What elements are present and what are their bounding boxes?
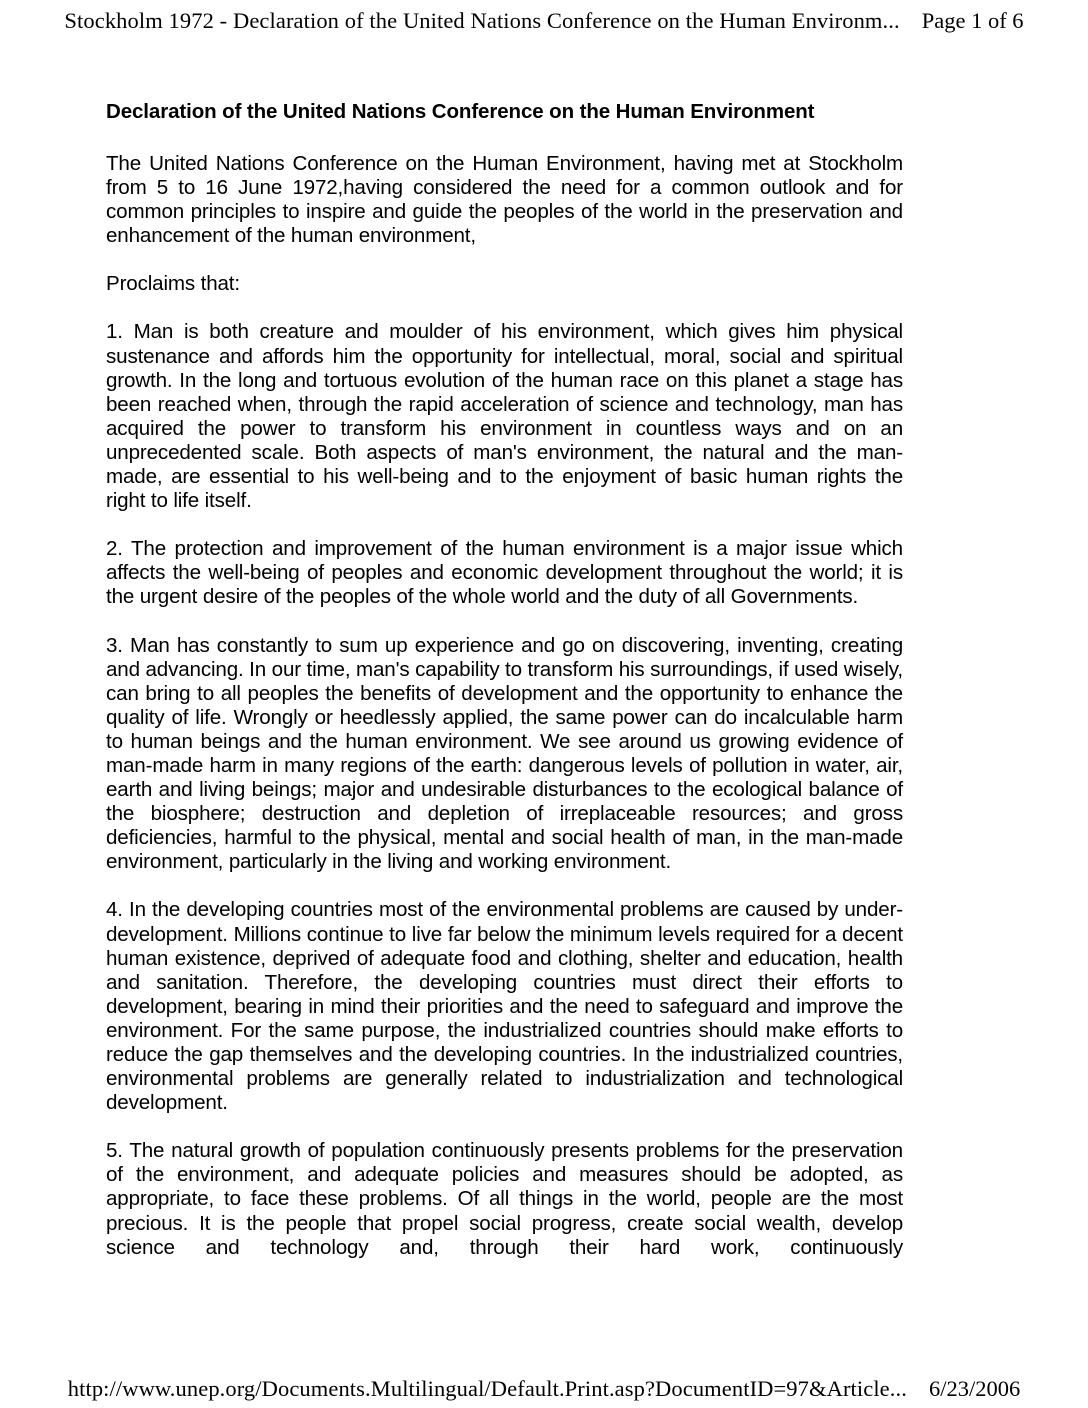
print-footer xyxy=(0,1376,1088,1402)
article-paragraph-3: 3. Man has constantly to sum up experience and go on discovering, inventing, creating and advancing. In our time, man's capability to transform his surroundings, if used wisely, can bring to all peoples the benefits of development and the opportunity to enhance the quality of life. Wrongly or heedlessly applied, the same power can do incalculable harm to human beings and the human environment. We see around us growing evidence of man-made harm in many regions of the earth: dangerous levels of pollution in water, air, earth and living beings; major and undesirable disturbances to the ecological balance of the biosphere; destruction and depletion of irreplaceable resources; and gross deficiencies, harmful to the physical, mental and social health of man, in the man-made environment, particularly in the living and working environment. xyxy=(106,633,903,874)
print-header-page-indicator: Page 1 of 6 xyxy=(921,8,1024,33)
preamble-paragraph: The United Nations Conference on the Human Environment, having met at Stockholm from 5 to 16 June 1972,having considered the need for a common outlook and for common principles to inspire and guide the peoples of the world in the preservation and enhancement of the human environment, xyxy=(106,152,903,248)
article-paragraph-2: 2. The protection and improvement of the human environment is a major issue which affects the well-being of peoples and economic development throughout the world; it is the urgent desire of the peoples of the whole world and the duty of all Governments. xyxy=(106,537,903,609)
print-footer-url: http://www.unep.org/Documents.Multilingual/Default.Print.asp?DocumentID=97&Article... xyxy=(67,1376,907,1401)
article-paragraph-5: 5. The natural growth of population continuously presents problems for the preservation of the environment, and adequate policies and measures should be adopted, as appropriate, to face these problems. Of all things in the world, people are the most precious. It is the people that propel social progress, create social wealth, develop science and technology and, through their hard work, continuously xyxy=(106,1139,903,1259)
document-title: Declaration of the United Nations Conference on the Human Environment xyxy=(106,100,815,123)
print-header xyxy=(0,8,1088,34)
print-header-document-title: Stockholm 1972 - Declaration of the United Nations Conference on the Human Environm... xyxy=(64,8,900,33)
article-paragraph-1: 1. Man is both creature and moulder of his environment, which gives him physical sustenance and affords him the opportunity for intellectual, moral, social and spiritual growth. In the long and tortuous evolution of the human race on this planet a stage has been reached when, through the rapid acceleration of science and technology, man has acquired the power to transform his environment in countless ways and on an unprecedented scale. Both aspects of man's environment, the natural and the man-made, are essential to his well-being and to the enjoyment of basic human rights the right to life itself. xyxy=(106,320,903,513)
print-footer-date: 6/23/2006 xyxy=(928,1376,1021,1401)
document-page-content xyxy=(106,100,903,1284)
article-paragraph-4: 4. In the developing countries most of the environmental problems are caused by under-development. Millions continue to live far below the minimum levels required for a decent human existence, deprived of adequate food and clothing, shelter and education, health and sanitation. Therefore, the developing countries must direct their efforts to development, bearing in mind their priorities and the need to safeguard and improve the environment. For the same purpose, the industrialized countries should make efforts to reduce the gap themselves and the developing countries. In the industrialized countries, environmental problems are generally related to industrialization and technological development. xyxy=(106,898,903,1115)
proclaims-line: Proclaims that: xyxy=(106,272,240,296)
